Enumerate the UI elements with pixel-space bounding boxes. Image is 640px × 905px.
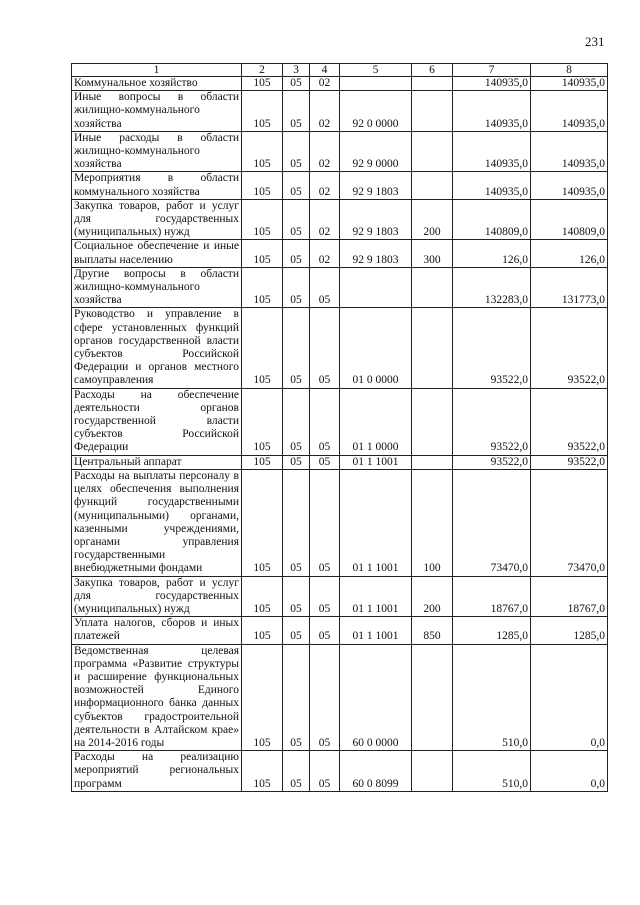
row-code-cell: 105: [242, 131, 283, 172]
row-subsection-cell: 05: [310, 267, 340, 308]
row-section-cell: 05: [283, 469, 310, 576]
table-row: [72, 199, 608, 240]
row-amount-cell: 73470,0: [531, 469, 608, 576]
row-amount-cell: 93522,0: [531, 308, 608, 388]
row-section-cell: 05: [283, 91, 310, 132]
row-amount-cell: 18767,0: [453, 576, 531, 617]
row-expense-type-cell: [412, 267, 453, 308]
row-code-cell: 105: [242, 751, 283, 792]
header-cell: 3: [283, 64, 310, 77]
row-amount-cell: 131773,0: [531, 267, 608, 308]
row-subsection-cell: 05: [310, 469, 340, 576]
row-target-article-cell: 60 0 0000: [340, 644, 412, 751]
row-name-cell: Другие вопросы в области жилищно-коммунального хозяйства: [72, 267, 242, 308]
row-subsection-cell: 02: [310, 240, 340, 267]
row-target-article-cell: 92 9 1803: [340, 172, 412, 199]
row-subsection-cell: 05: [310, 455, 340, 469]
row-code-cell: 105: [242, 469, 283, 576]
header-cell: 1: [72, 64, 242, 77]
row-code-cell: 105: [242, 199, 283, 240]
table-row: [72, 172, 608, 199]
row-amount-cell: 73470,0: [453, 469, 531, 576]
row-expense-type-cell: [412, 131, 453, 172]
row-section-cell: 05: [283, 388, 310, 455]
row-amount-cell: 510,0: [453, 751, 531, 792]
row-amount-cell: 93522,0: [453, 455, 531, 469]
row-section-cell: 05: [283, 199, 310, 240]
row-target-article-cell: 01 1 1001: [340, 469, 412, 576]
row-amount-cell: 140935,0: [453, 131, 531, 172]
header-cell: 5: [340, 64, 412, 77]
row-target-article-cell: 92 0 0000: [340, 91, 412, 132]
row-amount-cell: 93522,0: [453, 388, 531, 455]
row-amount-cell: 140809,0: [531, 199, 608, 240]
header-cell: 7: [453, 64, 531, 77]
row-code-cell: 105: [242, 617, 283, 644]
row-subsection-cell: 02: [310, 77, 340, 91]
row-target-article-cell: 92 9 1803: [340, 240, 412, 267]
row-amount-cell: 0,0: [531, 644, 608, 751]
row-amount-cell: 0,0: [531, 751, 608, 792]
table-row: [72, 388, 608, 455]
row-code-cell: 105: [242, 91, 283, 132]
row-amount-cell: 140935,0: [453, 77, 531, 91]
row-subsection-cell: 05: [310, 617, 340, 644]
row-amount-cell: 1285,0: [453, 617, 531, 644]
row-target-article-cell: 01 1 0000: [340, 388, 412, 455]
row-target-article-cell: 01 0 0000: [340, 308, 412, 388]
row-section-cell: 05: [283, 308, 310, 388]
row-amount-cell: 140809,0: [453, 199, 531, 240]
table-row: [72, 751, 608, 792]
row-name-cell: Социальное обеспечение и иные выплаты населению: [72, 240, 242, 267]
row-amount-cell: 93522,0: [531, 388, 608, 455]
row-section-cell: 05: [283, 267, 310, 308]
row-section-cell: 05: [283, 172, 310, 199]
row-amount-cell: 140935,0: [531, 172, 608, 199]
row-target-article-cell: 60 0 8099: [340, 751, 412, 792]
row-name-cell: Иные расходы в области жилищно-коммунального хозяйства: [72, 131, 242, 172]
table-row: [72, 617, 608, 644]
row-code-cell: 105: [242, 455, 283, 469]
row-code-cell: 105: [242, 308, 283, 388]
row-subsection-cell: 02: [310, 172, 340, 199]
table-row: [72, 644, 608, 751]
row-expense-type-cell: [412, 77, 453, 91]
row-expense-type-cell: [412, 751, 453, 792]
row-section-cell: 05: [283, 617, 310, 644]
row-subsection-cell: 02: [310, 91, 340, 132]
row-subsection-cell: 05: [310, 644, 340, 751]
row-subsection-cell: 02: [310, 131, 340, 172]
header-cell: 6: [412, 64, 453, 77]
table-row: [72, 308, 608, 388]
row-code-cell: 105: [242, 644, 283, 751]
row-code-cell: 105: [242, 267, 283, 308]
row-expense-type-cell: [412, 308, 453, 388]
row-name-cell: Расходы на выплаты персоналу в целях обеспечения выполнения функций государственными (муниципальными) органами, казенными учреждениями, органами управления государственными внебюджетными фондами: [72, 469, 242, 576]
row-target-article-cell: [340, 267, 412, 308]
header-cell: 8: [531, 64, 608, 77]
row-expense-type-cell: 300: [412, 240, 453, 267]
row-name-cell: Закупка товаров, работ и услуг для государственных (муниципальных) нужд: [72, 199, 242, 240]
row-subsection-cell: 05: [310, 388, 340, 455]
row-expense-type-cell: [412, 91, 453, 132]
row-section-cell: 05: [283, 455, 310, 469]
row-expense-type-cell: 200: [412, 199, 453, 240]
row-amount-cell: 140935,0: [453, 172, 531, 199]
row-amount-cell: 93522,0: [531, 455, 608, 469]
row-amount-cell: 126,0: [453, 240, 531, 267]
row-amount-cell: 510,0: [453, 644, 531, 751]
page-number: 231: [585, 34, 605, 49]
row-expense-type-cell: [412, 644, 453, 751]
row-section-cell: 05: [283, 77, 310, 91]
row-amount-cell: 140935,0: [531, 77, 608, 91]
row-subsection-cell: 02: [310, 199, 340, 240]
row-section-cell: 05: [283, 751, 310, 792]
row-name-cell: Расходы на реализацию мероприятий региональных программ: [72, 751, 242, 792]
header-row: [72, 64, 608, 77]
table-row: [72, 576, 608, 617]
row-amount-cell: 140935,0: [453, 91, 531, 132]
row-expense-type-cell: [412, 172, 453, 199]
table-row: [72, 77, 608, 91]
row-subsection-cell: 05: [310, 751, 340, 792]
row-code-cell: 105: [242, 172, 283, 199]
row-code-cell: 105: [242, 388, 283, 455]
table-row: [72, 469, 608, 576]
table-row: [72, 131, 608, 172]
row-name-cell: Закупка товаров, работ и услуг для государственных (муниципальных) нужд: [72, 576, 242, 617]
row-amount-cell: 132283,0: [453, 267, 531, 308]
row-name-cell: Мероприятия в области коммунального хозяйства: [72, 172, 242, 199]
row-amount-cell: 126,0: [531, 240, 608, 267]
row-name-cell: Иные вопросы в области жилищно-коммунального хозяйства: [72, 91, 242, 132]
table-row: [72, 91, 608, 132]
row-target-article-cell: 01 1 1001: [340, 617, 412, 644]
row-target-article-cell: [340, 77, 412, 91]
table-row: [72, 455, 608, 469]
row-expense-type-cell: [412, 388, 453, 455]
row-section-cell: 05: [283, 131, 310, 172]
row-code-cell: 105: [242, 240, 283, 267]
row-code-cell: 105: [242, 576, 283, 617]
row-name-cell: Уплата налогов, сборов и иных платежей: [72, 617, 242, 644]
row-code-cell: 105: [242, 77, 283, 91]
budget-table: [71, 63, 608, 792]
table-row: [72, 240, 608, 267]
row-name-cell: Расходы на обеспечение деятельности органов государственной власти субъектов Российской Федерации: [72, 388, 242, 455]
row-expense-type-cell: 200: [412, 576, 453, 617]
row-expense-type-cell: 100: [412, 469, 453, 576]
row-subsection-cell: 05: [310, 308, 340, 388]
row-target-article-cell: 92 9 1803: [340, 199, 412, 240]
row-subsection-cell: 05: [310, 576, 340, 617]
header-cell: 2: [242, 64, 283, 77]
row-amount-cell: 1285,0: [531, 617, 608, 644]
header-cell: 4: [310, 64, 340, 77]
row-amount-cell: 140935,0: [531, 91, 608, 132]
row-name-cell: Ведомственная целевая программа «Развитие структуры и расширение функциональных возможностей Единого информационного банка данных субъектов градостроительной деятельности в Алтайском крае» на 2014-2016 годы: [72, 644, 242, 751]
row-target-article-cell: 01 1 1001: [340, 455, 412, 469]
row-target-article-cell: 01 1 1001: [340, 576, 412, 617]
row-target-article-cell: 92 9 0000: [340, 131, 412, 172]
table-row: [72, 267, 608, 308]
row-section-cell: 05: [283, 576, 310, 617]
row-section-cell: 05: [283, 644, 310, 751]
row-section-cell: 05: [283, 240, 310, 267]
row-amount-cell: 18767,0: [531, 576, 608, 617]
row-expense-type-cell: 850: [412, 617, 453, 644]
row-amount-cell: 93522,0: [453, 308, 531, 388]
row-amount-cell: 140935,0: [531, 131, 608, 172]
row-name-cell: Руководство и управление в сфере установленных функций органов государственной власти субъектов Российской Федерации и органов местного самоуправления: [72, 308, 242, 388]
row-expense-type-cell: [412, 455, 453, 469]
row-name-cell: Центральный аппарат: [72, 455, 242, 469]
row-name-cell: Коммунальное хозяйство: [72, 77, 242, 91]
